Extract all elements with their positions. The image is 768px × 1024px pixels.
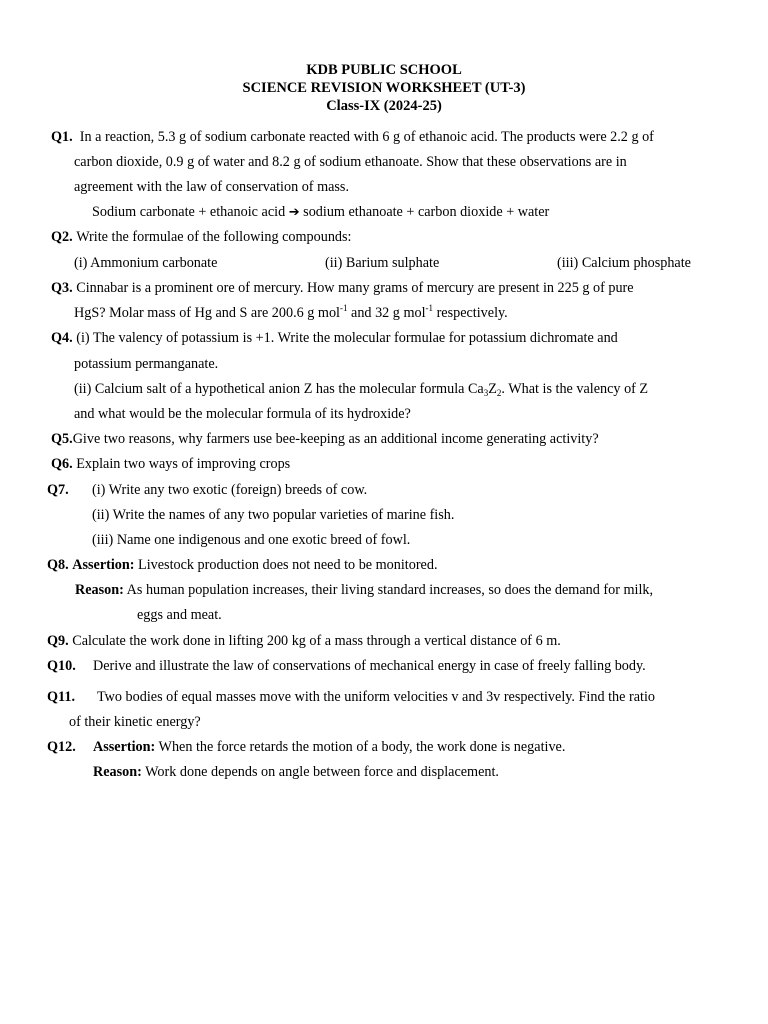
question-7-part-a: (i) Write any two exotic (foreign) breeds of cow. bbox=[92, 482, 368, 498]
question-8 bbox=[47, 557, 438, 574]
question-1-line-3: agreement with the law of conservation of mass. bbox=[74, 179, 349, 195]
assertion-text: When the force retards the motion of a body, the work done is negative. bbox=[155, 739, 566, 755]
question-7-part-b: (ii) Write the names of any two popular varieties of marine fish. bbox=[92, 507, 455, 523]
question-11-line-2: of their kinetic energy? bbox=[69, 714, 201, 730]
reason-label: Reason: bbox=[75, 582, 124, 598]
text-fragment: (ii) Calcium salt of a hypothetical anion Z has the molecular formula Ca bbox=[74, 381, 484, 397]
subscript: 2 bbox=[496, 388, 502, 398]
worksheet-title: SCIENCE REVISION WORKSHEET (UT-3) bbox=[242, 80, 526, 96]
question-4 bbox=[51, 330, 618, 347]
word-equation bbox=[92, 204, 549, 221]
question-text: Explain two ways of improving crops bbox=[76, 456, 291, 472]
question-7-number bbox=[47, 482, 69, 499]
question-text: Write the formulae of the following compounds: bbox=[76, 229, 352, 245]
question-1-line-2: carbon dioxide, 0.9 g of water and 8.2 g of sodium ethanoate. Show that these observations are in bbox=[74, 154, 627, 170]
question-text: In a reaction, 5.3 g of sodium carbonate reacted with 6 g of ethanoic acid. The products were 2.2 g of bbox=[79, 129, 654, 145]
question-3 bbox=[51, 280, 634, 297]
question-8-reason-line-2: eggs and meat. bbox=[137, 607, 222, 623]
question-11-text: Two bodies of equal masses move with the uniform velocities v and 3v respectively. Find the ratio bbox=[97, 689, 655, 705]
question-3-line-2 bbox=[74, 305, 508, 322]
text-fragment: and 32 g mol bbox=[347, 305, 426, 321]
question-1 bbox=[51, 129, 654, 146]
question-9 bbox=[47, 633, 561, 650]
superscript: -1 bbox=[425, 303, 434, 313]
equation-reactants: Sodium carbonate + ethanoic acid bbox=[92, 204, 286, 220]
assertion-text: Livestock production does not need to be monitored. bbox=[134, 557, 438, 573]
right-arrow-icon: ➔ bbox=[288, 205, 300, 220]
reason-label: Reason: bbox=[93, 764, 142, 780]
question-text: (i) The valency of potassium is +1. Write the molecular formulae for potassium dichromate and bbox=[76, 330, 618, 346]
question-2 bbox=[51, 229, 351, 246]
text-fragment: . What is the valency of Z bbox=[501, 381, 649, 397]
question-12-assertion bbox=[93, 739, 565, 756]
assertion-label: Assertion: bbox=[93, 739, 156, 755]
question-number: Q2. bbox=[51, 229, 73, 245]
class-label: Class-IX (2024-25) bbox=[326, 98, 442, 114]
text-fragment: HgS? Molar mass of Hg and S are 200.6 g mol bbox=[74, 305, 340, 321]
question-12-reason bbox=[93, 764, 499, 781]
question-number: Q6. bbox=[51, 456, 73, 472]
question-number: Q4. bbox=[51, 330, 73, 346]
subscript: 3 bbox=[483, 388, 489, 398]
question-4-line-3 bbox=[74, 381, 648, 398]
question-number: Q9. bbox=[47, 633, 69, 649]
question-11-number bbox=[47, 689, 75, 706]
school-name: KDB PUBLIC SCHOOL bbox=[306, 62, 462, 78]
question-text: Give two reasons, why farmers use bee-keeping as an additional income generating activity? bbox=[72, 431, 599, 447]
question-2-option-b: (ii) Barium sulphate bbox=[325, 255, 440, 271]
question-number: Q1. bbox=[51, 129, 73, 145]
question-7-part-c: (iii) Name one indigenous and one exotic breed of fowl. bbox=[92, 532, 411, 548]
question-number: Q3. bbox=[51, 280, 73, 296]
question-2-option-c: (iii) Calcium phosphate bbox=[557, 255, 691, 271]
question-number: Q7. bbox=[47, 482, 69, 498]
question-text: Cinnabar is a prominent ore of mercury. How many grams of mercury are present in 225 g of pure bbox=[76, 280, 634, 296]
question-12-number bbox=[47, 739, 76, 756]
question-4-line-2: potassium permanganate. bbox=[74, 356, 219, 372]
question-6 bbox=[51, 456, 290, 473]
text-fragment: Z bbox=[488, 381, 497, 397]
question-10-text: Derive and illustrate the law of conservations of mechanical energy in case of freely falling body. bbox=[93, 658, 646, 674]
text-fragment: respectively. bbox=[433, 305, 508, 321]
superscript: -1 bbox=[339, 303, 348, 313]
question-number: Q11. bbox=[47, 689, 75, 705]
question-text: Calculate the work done in lifting 200 kg of a mass through a vertical distance of 6 m. bbox=[72, 633, 561, 649]
question-10-number bbox=[47, 658, 76, 675]
question-number: Q10. bbox=[47, 658, 76, 674]
question-number: Q12. bbox=[47, 739, 76, 755]
question-8-reason bbox=[75, 582, 653, 599]
question-number: Q8. bbox=[47, 557, 69, 573]
assertion-label: Assertion: bbox=[72, 557, 135, 573]
question-5 bbox=[51, 431, 599, 448]
equation-products: sodium ethanoate + carbon dioxide + water bbox=[303, 204, 550, 220]
reason-text: Work done depends on angle between force and displacement. bbox=[141, 764, 499, 780]
question-2-option-a: (i) Ammonium carbonate bbox=[74, 255, 218, 271]
question-4-line-4: and what would be the molecular formula of its hydroxide? bbox=[74, 406, 411, 422]
question-number: Q5. bbox=[51, 431, 73, 447]
reason-text: As human population increases, their living standard increases, so does the demand for milk, bbox=[123, 582, 654, 598]
